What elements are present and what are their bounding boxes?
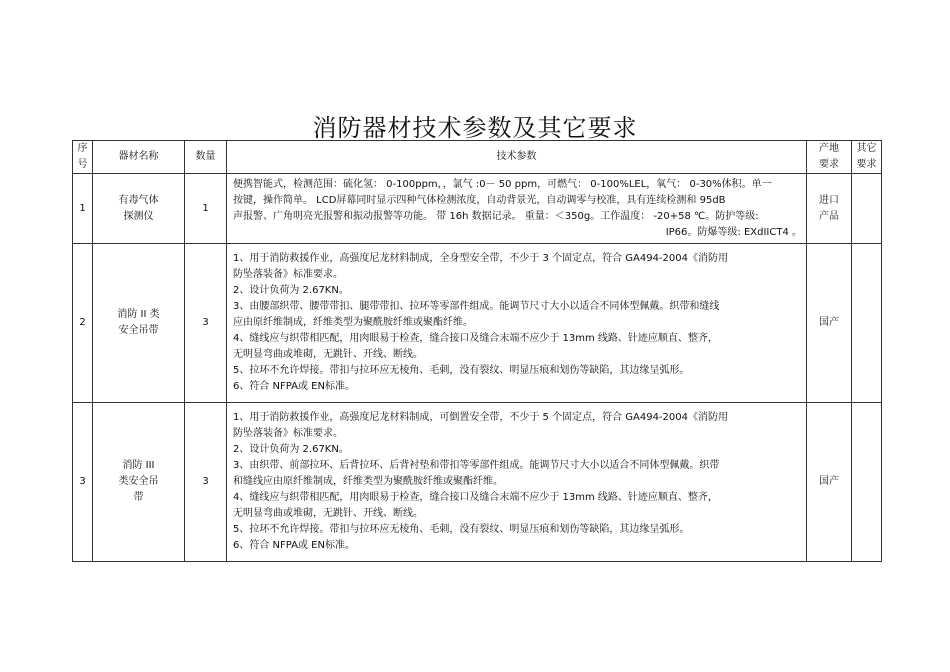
technical-params: 便携智能式，检测范围：硫化氢： 0-100ppm，，氯气 :0－ 50 ppm，可燃气： 0-100%LEL，氧气： 0-30%体积。单一 按键，操作简单。 LCD屏幕同时显示四种气体检测浓度，自动背景光，自动调零与校准，具有连续检测和 95dB 声报警、广角明亮光报警和振动报警等功能。 带 16h 数据记录。 重量：＜350g。工作温度： -20+58 ℃。防护等级: IP66。防爆等级: EXdIICT4 。 <box>227 174 807 244</box>
table-header-row <box>73 141 882 174</box>
table-row <box>73 244 882 403</box>
origin-requirement: 国产 <box>807 244 852 403</box>
quantity: 3 <box>185 403 227 562</box>
quantity: 1 <box>185 174 227 244</box>
row-no: 3 <box>73 403 93 562</box>
header-origin: 产地 要求 <box>807 141 852 174</box>
header-qty: 数量 <box>185 141 227 174</box>
origin-requirement: 国产 <box>807 403 852 562</box>
header-params: 技术参数 <box>227 141 807 174</box>
header-no: 序 号 <box>73 141 93 174</box>
equipment-name: 有毒气体 探测仪 <box>93 174 185 244</box>
header-other: 其它 要求 <box>852 141 882 174</box>
equipment-name: 消防 III 类安全吊 带 <box>93 403 185 562</box>
table-row <box>73 403 882 562</box>
other-requirement <box>852 403 882 562</box>
header-name: 器材名称 <box>93 141 185 174</box>
equipment-name: 消防 II 类 安全吊带 <box>93 244 185 403</box>
other-requirement <box>852 174 882 244</box>
page-title: 消防器材技术参数及其它要求 <box>312 114 638 142</box>
technical-params: 1、用于消防救援作业，高强度尼龙材料制成，全身型安全带，不少于 3 个固定点，符合 GA494-2004《消防用 防坠落装备》标准要求。 2、设计负荷为 2.67KN。 3、由腰部织带、腰带带扣、腿带带扣、拉环等零部件组成。能调节尺寸大小以适合不同体型佩戴。织带和缝线 应由原纤维制成，纤维类型为聚酰胺纤维或聚酯纤维。 4、缝线应与织带相匹配，用肉眼易于检查，缝合接口及缝合末端不应少于 13mm 线路、针迹应顺直、整齐， 无明显弯曲或堆砌，无跳针、开线、断线。 5、拉环不允许焊接。带扣与拉环应无棱角、毛刺，没有裂纹、明显压痕和划伤等缺陷，其边缘呈弧形。 6、符合 NFPA或 EN标准。 <box>227 244 807 403</box>
spec-table <box>72 140 882 562</box>
other-requirement <box>852 244 882 403</box>
row-no: 1 <box>73 174 93 244</box>
table-row <box>73 174 882 244</box>
technical-params: 1、用于消防救援作业，高强度尼龙材料制成，可倒置安全带，不少于 5 个固定点，符合 GA494-2004《消防用 防坠落装备》标准要求。 2、设计负荷为 2.67KN。 3、由织带、前部拉环、后背拉环、后背衬垫和带扣等零部件组成。能调节尺寸大小以适合不同体型佩戴。织带 和缝线应由原纤维制成，纤维类型为聚酰胺纤维或聚酯纤维。 4、缝线应与织带相匹配，用肉眼易于检查，缝合接口及缝合末端不应少于 13mm 线路、针迹应顺直、整齐， 无明显弯曲或堆砌，无跳针、开线、断线。 5、拉环不允许焊接。带扣与拉环应无棱角、毛刺，没有裂纹、明显压痕和划伤等缺陷，其边缘呈弧形。 6、符合 NFPA或 EN标准。 <box>227 403 807 562</box>
row-no: 2 <box>73 244 93 403</box>
origin-requirement: 进口 产品 <box>807 174 852 244</box>
quantity: 3 <box>185 244 227 403</box>
